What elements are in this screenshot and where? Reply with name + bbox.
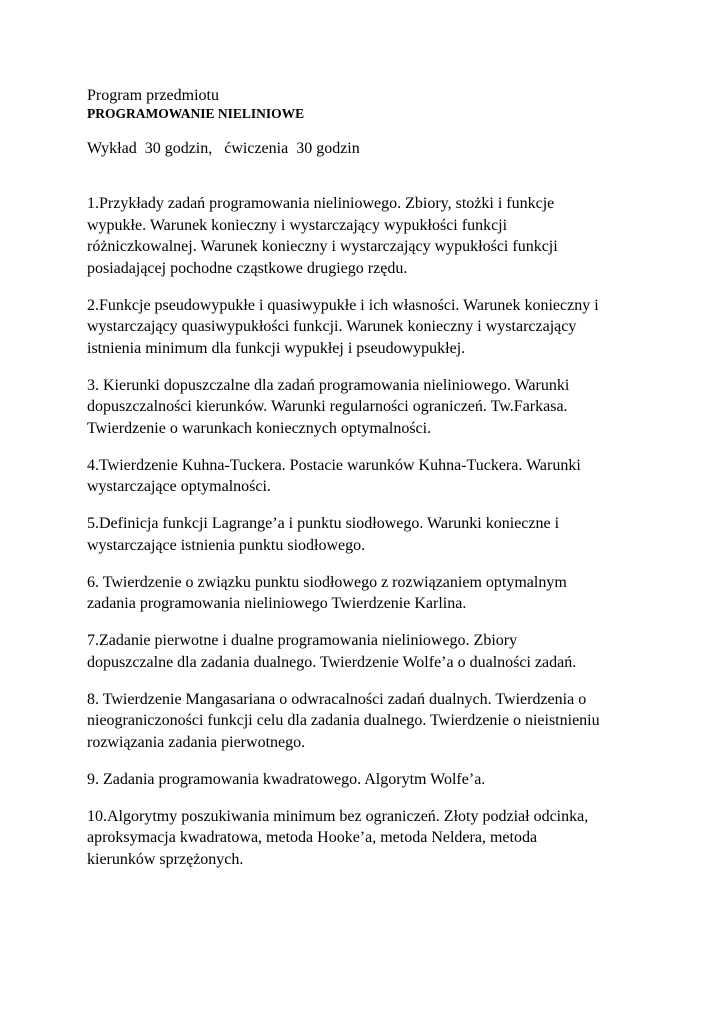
topic-item-1: 1.Przykłady zadań programowania nieliniowego. Zbiory, stożki i funkcje wypukłe. Warunek konieczny i wystarczający wypukłości funkcji różniczkowalnej. Warunek konieczny i wystarczający wypukłości funkcji posiadającej pochodne cząstkowe drugiego rzędu. bbox=[87, 195, 558, 277]
document-heading: Program przedmiotu bbox=[87, 87, 219, 104]
document-content bbox=[87, 86, 647, 886]
course-title: PROGRAMOWANIE NIELINIOWE bbox=[87, 106, 305, 121]
topic-item-5: 5.Definicja funkcji Lagrange’a i punktu siodłowego. Warunki konieczne i wystarczające istnienia punktu siodłowego. bbox=[87, 515, 560, 554]
topic-list bbox=[87, 193, 647, 870]
topic-item-2: 2.Funkcje pseudowypukłe i quasiwypukłe i ich własności. Warunek konieczny i wystarczający quasiwypukłości funkcji. Warunek konieczny i wystarczający istnienia minimum dla funkcji wypukłej i pseudowypukłej. bbox=[87, 296, 599, 357]
topic-item-7: 7.Zadanie pierwotne i dualne programowania nieliniowego. Zbiory dopuszczalne dla zadania dualnego. Twierdzenie Wolfe’a o dualności zadań. bbox=[87, 632, 577, 671]
course-hours: Wykład 30 godzin, ćwiczenia 30 godzin bbox=[87, 140, 360, 157]
topic-item-4: 4.Twierdzenie Kuhna-Tuckera. Postacie warunków Kuhna-Tuckera. Warunki wystarczające optymalności. bbox=[87, 456, 581, 495]
topic-item-10: 10.Algorytmy poszukiwania minimum bez ograniczeń. Złoty podział odcinka, aproksymacja kwadratowa, metoda Hooke’a, metoda Neldera, metoda kierunków sprzężonych. bbox=[87, 807, 589, 868]
topic-item-3: 3. Kierunki dopuszczalne dla zadań programowania nieliniowego. Warunki dopuszczalności kierunków. Warunki regularności ograniczeń. Tw.Farkasa. Twierdzenie o warunkach koniecznych optymalności. bbox=[87, 376, 570, 437]
topic-item-6: 6. Twierdzenie o związku punktu siodłowego z rozwiązaniem optymalnym zadania programowania nieliniowego Twierdzenie Karlina. bbox=[87, 573, 567, 612]
topic-item-8: 8. Twierdzenie Mangasariana o odwracalności zadań dualnych. Twierdzenia o nieograniczoności funkcji celu dla zadania dualnego. Twierdzenie o nieistnieniu rozwiązania zadania pierwotnego. bbox=[87, 690, 600, 751]
topic-item-9: 9. Zadania programowania kwadratowego. Algorytm Wolfe’a. bbox=[87, 770, 486, 788]
